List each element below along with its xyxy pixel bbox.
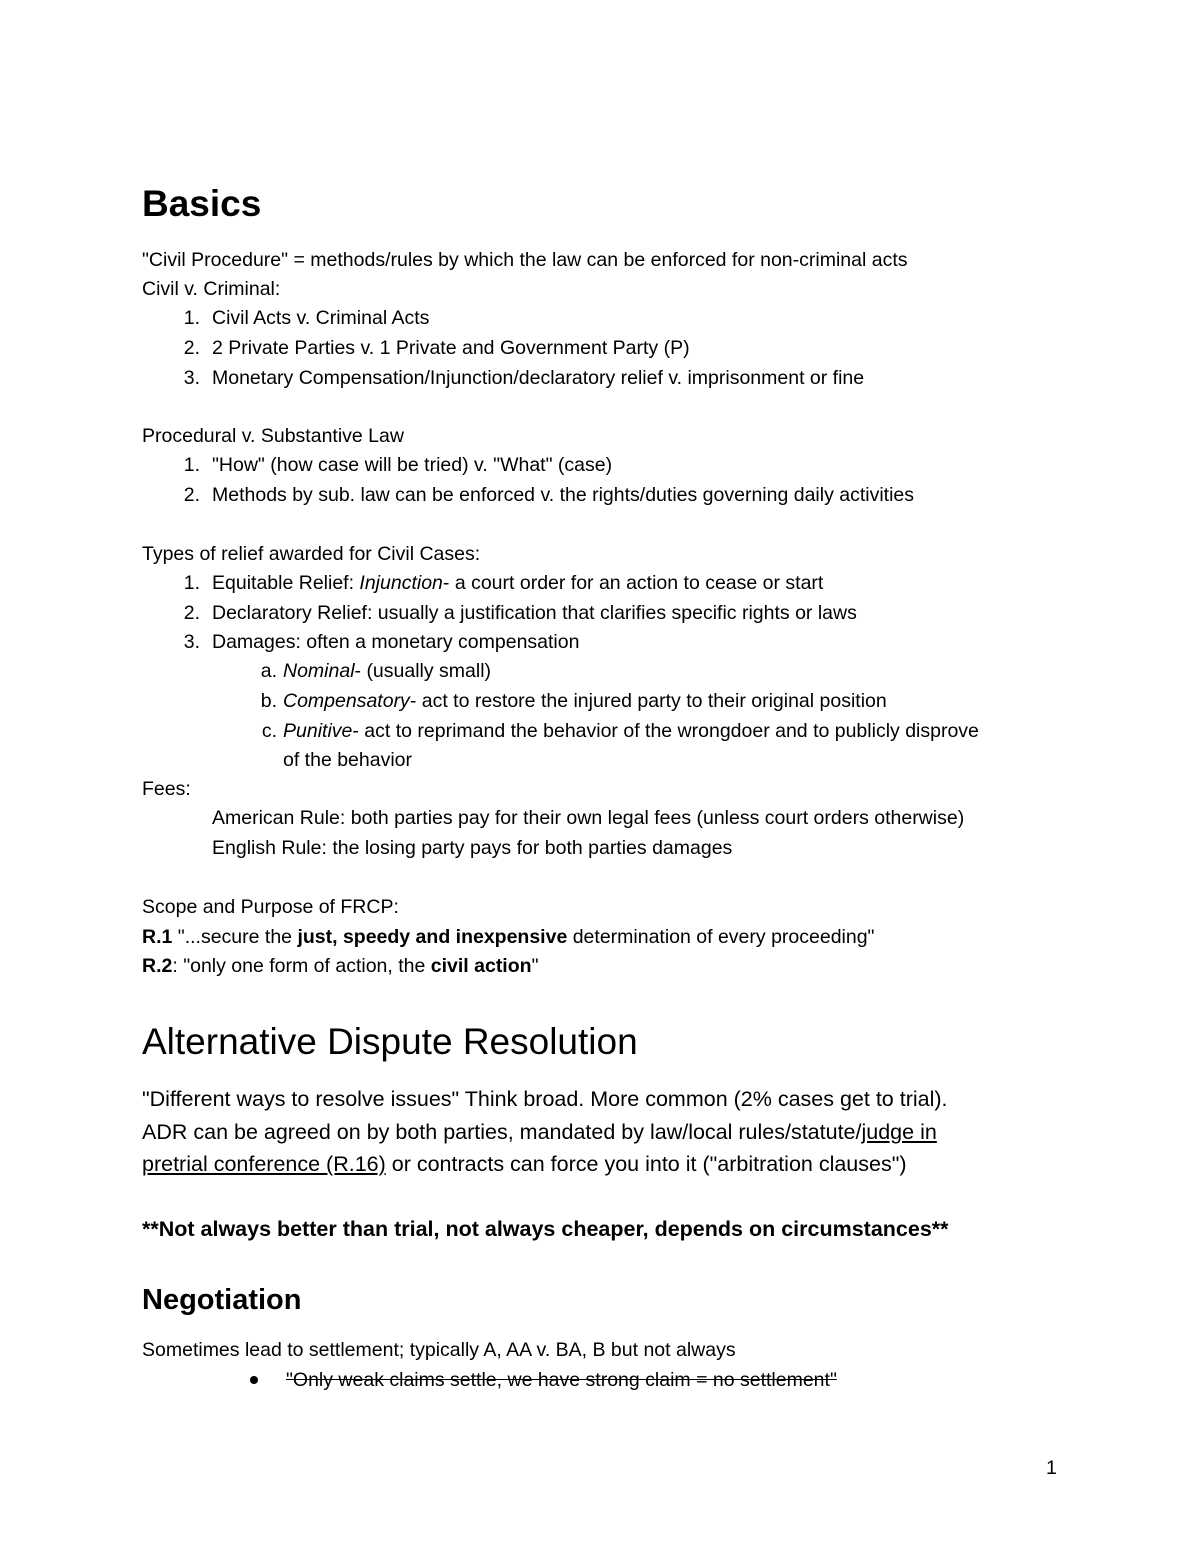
adr-intro: "Different ways to resolve issues" Think broad. More common (2% cases get to trial). [142,1087,948,1111]
sub-list-item [247,719,979,743]
punitive-definition-continued: of the behavior [283,749,413,771]
adr-agreement-text: ADR can be agreed on by both parties, mandated by law/local rules/statute/ [142,1120,862,1144]
relief-types-label: Types of relief awarded for Civil Cases: [142,543,481,565]
list-text: Methods by sub. law can be enforced v. the rights/duties governing daily activities [212,484,915,506]
rule-1-emphasis: just, speedy and inexpensive [297,926,568,948]
rule-2 [142,954,539,978]
american-rule: American Rule: both parties pay for their own legal fees (unless court orders otherwise) [212,807,965,829]
fees-label: Fees: [142,778,191,800]
list-item [176,366,865,390]
list-number: 2. [183,337,200,359]
list-number: 2. [183,484,200,506]
list-number: 3. [183,631,200,653]
adr-underlined-judge: judge in [861,1120,937,1144]
struck-bullet-item [250,1368,837,1392]
rule-1-text-start: "...secure the [172,926,298,948]
list-number: 3. [183,367,200,389]
civil-procedure-definition: "Civil Procedure" = methods/rules by which the law can be enforced for non-criminal acts [142,249,908,271]
civil-v-criminal-label: Civil v. Criminal: [142,278,281,300]
rule-1-text-end: determination of every proceeding" [567,926,875,948]
adr-agreement-end: or contracts can force you into it ("arbitration clauses") [385,1152,907,1176]
list-item [176,601,857,625]
page-number: 1 [1046,1457,1057,1479]
list-text: Civil Acts v. Criminal Acts [212,307,430,329]
injunction-term: Injunction [359,572,443,594]
rule-1-label: R.1 [142,926,173,948]
list-item [176,483,915,507]
sub-list-letter: a. [260,660,277,682]
compensatory-term: Compensatory [283,690,410,712]
list-number: 1. [183,454,200,476]
list-text: Monetary Compensation/Injunction/declaratory relief v. imprisonment or fine [212,367,865,389]
list-text: "How" (how case will be tried) v. "What" (case) [212,454,613,476]
section-title-negotiation: Negotiation [142,1284,302,1316]
adr-agreement [142,1118,937,1146]
compensatory-definition: - act to restore the injured party to their original position [409,690,887,712]
frcp-scope-label: Scope and Purpose of FRCP: [142,896,399,918]
section-title-basics: Basics [142,183,262,224]
nominal-definition: - (usually small) [354,660,492,682]
equitable-relief-prefix: Equitable Relief: [212,572,360,594]
rule-2-text-start: : "only one form of action, the [172,955,431,977]
section-title-adr: Alternative Dispute Resolution [142,1021,638,1062]
adr-underlined-pretrial: pretrial conference (R.16) [142,1152,386,1176]
sub-list-text [283,689,887,713]
list-item [176,453,613,477]
sub-list-letter: c. [261,720,277,742]
list-text: Declaratory Relief: usually a justification that clarifies specific rights or laws [212,602,857,624]
punitive-definition: - act to reprimand the behavior of the wrongdoer and to publicly disprove [352,720,979,742]
list-number: 2. [183,602,200,624]
sub-list-text [283,659,491,683]
rule-2-text-end: " [531,955,539,977]
english-rule: English Rule: the losing party pays for both parties damages [212,837,733,859]
sub-list-item [247,689,887,713]
list-number: 1. [183,307,200,329]
rule-2-label: R.2 [142,955,173,977]
nominal-term: Nominal [283,660,355,682]
punitive-term: Punitive [283,720,353,742]
list-text: 2 Private Parties v. 1 Private and Government Party (P) [212,337,690,359]
adr-agreement-continued [142,1150,907,1178]
sub-list-item [247,659,492,683]
rule-2-emphasis: civil action [430,955,532,977]
procedural-v-substantive-label: Procedural v. Substantive Law [142,425,404,447]
bullet-icon [250,1376,258,1384]
list-item [176,630,580,654]
injunction-definition: - a court order for an action to cease or start [442,572,824,594]
list-number: 1. [183,572,200,594]
list-text: Damages: often a monetary compensation [212,631,580,653]
list-item [176,336,690,360]
adr-note: **Not always better than trial, not always cheaper, depends on circumstances** [142,1217,949,1241]
sub-list-text [283,719,979,743]
negotiation-intro: Sometimes lead to settlement; typically A, AA v. BA, B but not always [142,1339,736,1361]
struck-bullet-text: "Only weak claims settle, we have strong claim = no settlement" [286,1369,837,1391]
list-item [176,306,430,330]
list-item [176,571,824,595]
sub-list-letter: b. [260,690,277,712]
rule-1 [142,925,874,949]
list-text [212,571,823,595]
